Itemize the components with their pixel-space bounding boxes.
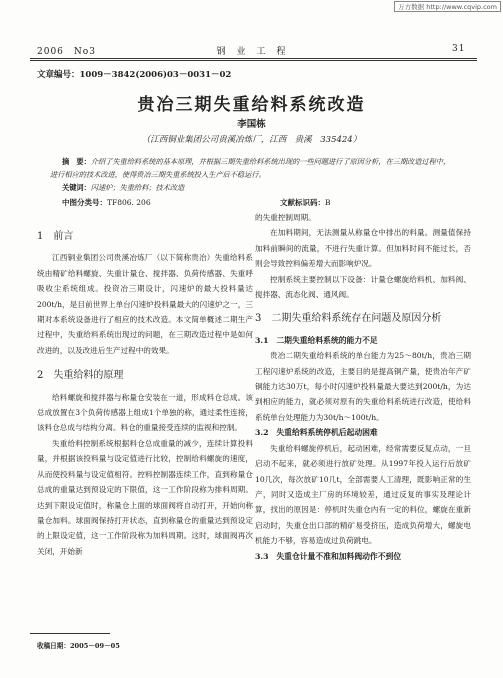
header-issue: 2006 No3 (37, 47, 96, 57)
received-date: 收稿日期：2005－09－05 (37, 642, 120, 650)
author: 李国栋 (237, 119, 266, 130)
paragraph-capacity: 贵冶二期失重给料系统的单台能力为25～80t/h，贵冶三期工程闪速炉系统的改造，主要目的是提高铜产量，使贵冶年产矿铜能力达30万t，每小时闪速炉投料量最大要达到200t/h，为达到相应的能力，就必须对原有的失重给料系统进行改造，使给料系统单台处理能力为30t/h～100t/h。 (255, 351, 471, 422)
header-page-number: 31 (452, 44, 466, 54)
abstract (50, 156, 452, 181)
section-heading-1: 1 前言 (37, 231, 74, 242)
left-column (37, 222, 253, 559)
document-code (280, 197, 331, 208)
paragraph-startup: 失重给料螺旋停机后，起动困难，经常需要反复点动，一旦启动不起来，就必须进行放矿处理。从1997年投入运行后放矿10几次，每次放矿10几t，全部需要人工清理，既影响正常的生产，同时又造成主厂房的环境较差，通过反复的事实及理论计算，找出的原因是：停机时失重仓内有一定的料位，螺旋在重新启动时，失重仓出口部的精矿易受挤压，造成负荷增大，螺旋电机能力不够，容易造成过负荷跳电。 (255, 443, 471, 546)
keywords-text: 闪速炉；失重给料；技术改造 (90, 183, 185, 192)
article-number: 文章编号：1009－3842(2006)03－0031－02 (37, 70, 232, 80)
subsection-heading-3-1: 3.1 二期失重给料系统的能力不足 (255, 335, 378, 345)
document-code-value: B (325, 198, 331, 207)
header-rule-double (30, 60, 477, 61)
paragraph-principle-2: 失重给料控制系统根据料仓总成重量的减少，连续计算投料量，并根据该投料量与设定值进行比较，控制给料螺旋的速度，从而使投料量与设定值相符。控料控制器连续工作，直到称量仓总成的重量达到预设定的下限值，这一工作阶段称为排料周期。达到下限设定值时，称量仓上面的球面阀将自动打开，开始向称量仓加料。球面阀保持打开状态，直到称量仓的重量达到预设定的上限设定值，这一工作阶段称为加料周期。这时，球面阀再次关闭，开始新 (37, 438, 253, 556)
subsection-heading-3-2: 3.2 失重给料系统停机后起动困难 (255, 428, 378, 438)
classification-label: 中图分类号： (62, 198, 107, 207)
paragraph-loading: 在加料期间，无法测量从称量仓中排出的料量。测量值保持加料前瞬间的流量，不进行失重计算。但加料时间不能过长，否则会导致控料偏差增大而影响炉况。 (255, 228, 471, 269)
header-rule (30, 58, 477, 59)
section-heading-2: 2 失重给料的原理 (37, 370, 124, 382)
abstract-label: 摘 要： (62, 157, 91, 166)
header-journal: 钢 业 工 程 (216, 47, 287, 57)
footnote-rule (30, 633, 110, 634)
section-heading-3: 3 二期失重给料系统存在问题及原因分析 (255, 313, 442, 325)
classification (62, 197, 151, 208)
keywords (62, 183, 184, 193)
right-column (255, 210, 471, 564)
paragraph-intro: 江西铜业集团公司贵溪冶炼厂（以下简称贵冶）失重给料系统由精矿给料螺旋、失重计量仓、搅拌器、负荷传感器、失重呼吸收尘系统组成。投资冶三期设计，闪速炉的最大投料量达200t/h，是目前世界上单台闪速炉投料量最大的闪速炉之一，三期对本系统设备进行了相应的技术改造。本文简单概述二期生产过程中，失重给料系统出现过的问题，在三期改造过程中是如何改进的，以及改进后生产过程中的效果。 (37, 253, 253, 355)
paragraph-control: 控制系统主要控制以下设备：计量仓螺旋给料机、加料阀、搅拌器、流态化阀、通风阀。 (255, 274, 471, 300)
classification-value: TF806. 206 (107, 198, 151, 207)
paragraph-principle-1: 给料螺旋和搅拌器与称量仓安装在一道，形成料仓总成。该总成放置在3个负荷传感器上组成1个单独的称，通过柔性连接，该料仓总成与结构分离。料仓的重量接受连续的监视和控制。 (37, 392, 253, 433)
affiliation: （江西铜业集团公司贵溪冶炼厂，江西 贵溪 335424） (141, 135, 362, 145)
keywords-label: 关键词： (62, 183, 91, 192)
watermark-banner: 万方数据 http://www.cqvip.com (394, 1, 501, 12)
subsection-heading-3-3: 3.3 失重仓计量不准和加料阀动作不到位 (255, 551, 402, 561)
abstract-text: 介绍了失重给料系统的基本原理，并根据三期失重给料系统出现的一些问题进行了原因分析，在三期改造过程中，进行相应的技术改进，使得贵冶三期失重系统投入生产后不稳运行。 (50, 157, 451, 179)
article-title: 贵冶三期失重给料系统改造 (137, 95, 366, 115)
document-code-label: 文献标识码： (280, 198, 325, 207)
paragraph-continued: 的失重控制周期。 (255, 213, 316, 222)
